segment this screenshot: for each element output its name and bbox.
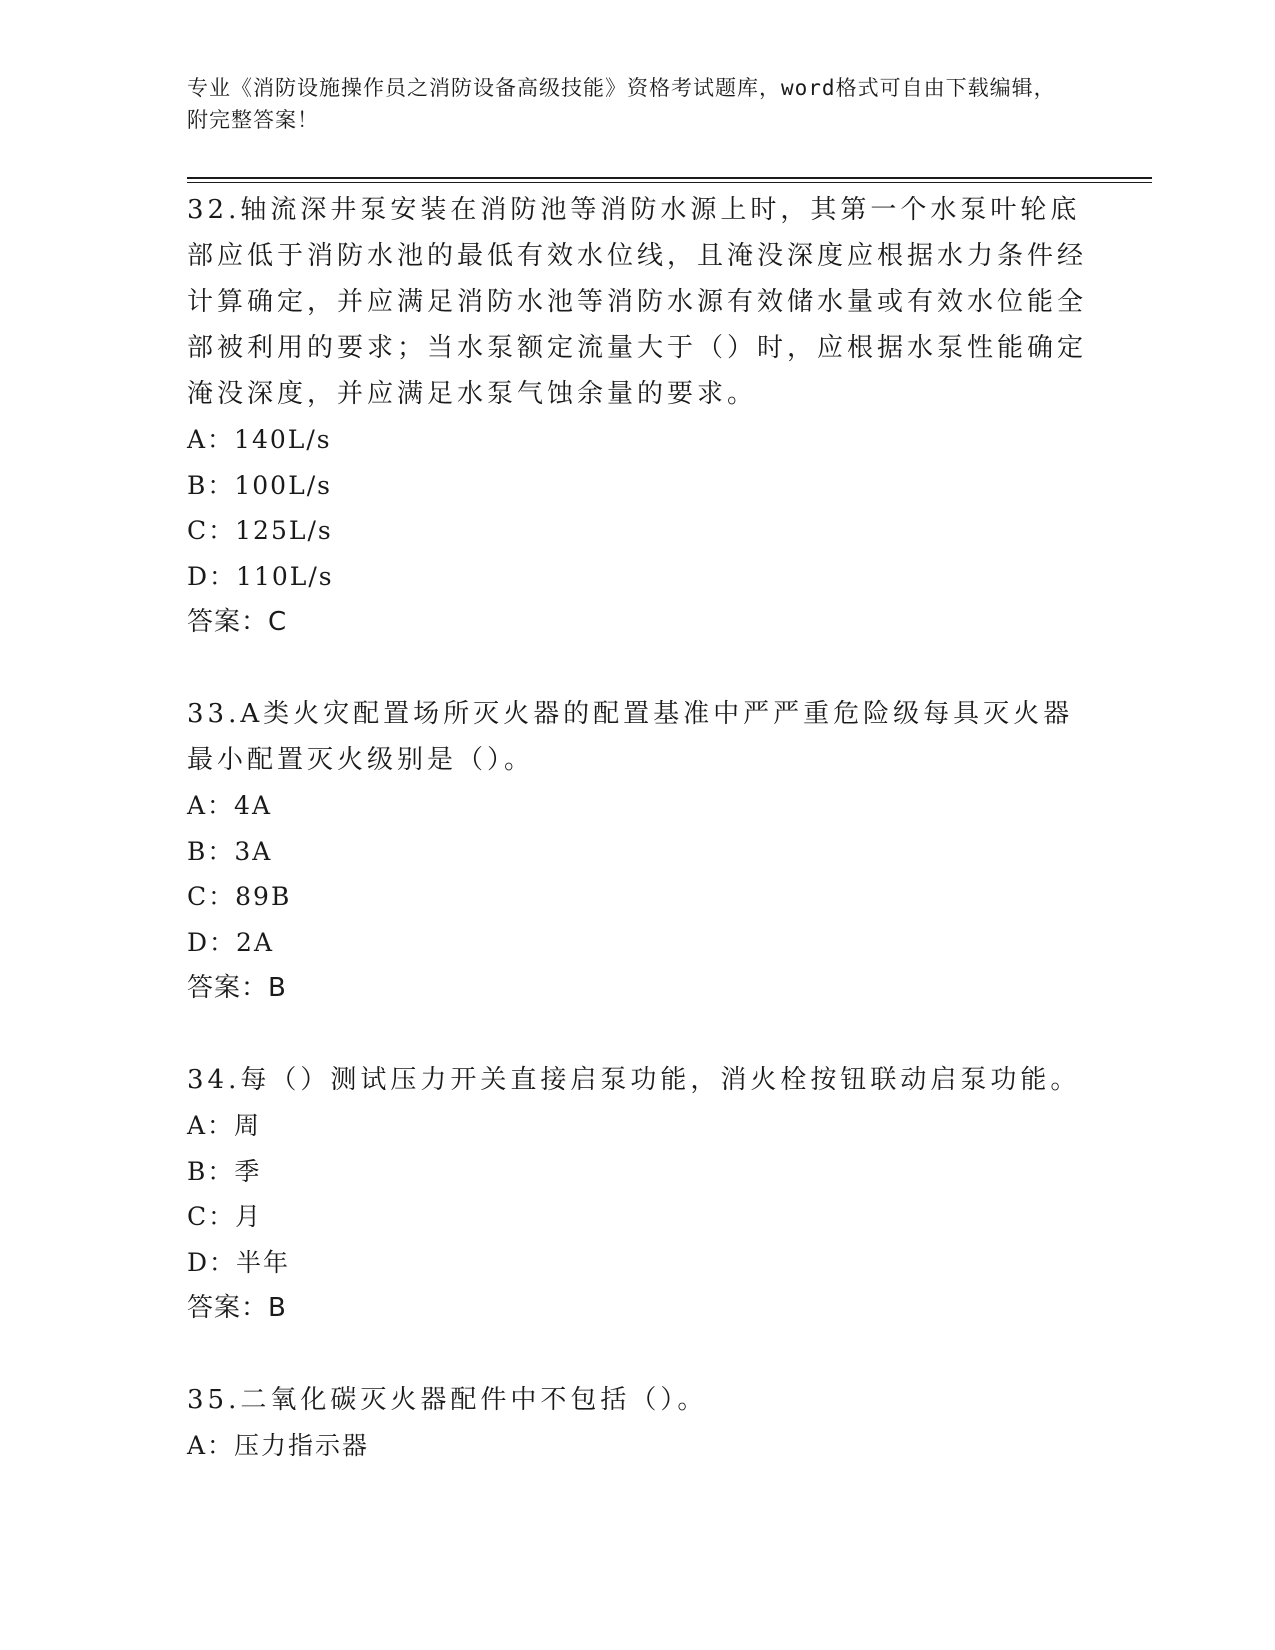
option-d: D：2A — [187, 927, 275, 957]
document-header: 专业《消防设施操作员之消防设备高级技能》资格考试题库，word格式可自由下载编辑，附完整答案！ — [187, 76, 1056, 132]
answer-line: 答案：B — [187, 973, 287, 1003]
option-a: A：4A — [187, 791, 273, 820]
question-stem: 35.二氧化碳灭火器配件中不包括（）。 — [187, 1385, 708, 1415]
option-d: D：半年 — [187, 1247, 291, 1277]
option-d: D：110L/s — [187, 561, 334, 591]
question-32 — [187, 187, 1087, 645]
option-b: B：3A — [187, 836, 273, 866]
option-a: A：压力指示器 — [187, 1431, 370, 1460]
header-divider-thin — [187, 182, 1152, 183]
option-c: C：125L/s — [187, 516, 333, 545]
option-b: B：100L/s — [187, 470, 332, 500]
question-35 — [187, 1377, 1087, 1469]
option-b: B：季 — [187, 1156, 262, 1186]
option-a: A：140L/s — [187, 425, 332, 454]
answer-line: 答案：C — [187, 607, 288, 637]
header-divider-thick — [187, 177, 1152, 179]
option-c: C：月 — [187, 1202, 263, 1231]
question-stem: 33.A类火灾配置场所灭火器的配置基准中严严重危险级每具灭火器最小配置灭火级别是（）。 — [187, 699, 1074, 775]
question-stem: 34.每（）测试压力开关直接启泵功能，消火栓按钮联动启泵功能。 — [187, 1065, 1081, 1095]
question-33 — [187, 691, 1087, 1011]
question-34 — [187, 1057, 1087, 1331]
question-stem: 32.轴流深井泵安装在消防池等消防水源上时，其第一个水泵叶轮底部应低于消防水池的最低有效水位线，且淹没深度应根据水力条件经计算确定，并应满足消防水池等消防水源有效储水量或有效水位能全部被利用的要求；当水泵额定流量大于（）时，应根据水泵性能确定淹没深度，并应满足水泵气蚀余量的要求。 — [187, 195, 1088, 409]
question-list — [187, 187, 1087, 1515]
option-c: C：89B — [187, 882, 292, 911]
option-a: A：周 — [187, 1111, 262, 1140]
answer-line: 答案：B — [187, 1293, 287, 1323]
